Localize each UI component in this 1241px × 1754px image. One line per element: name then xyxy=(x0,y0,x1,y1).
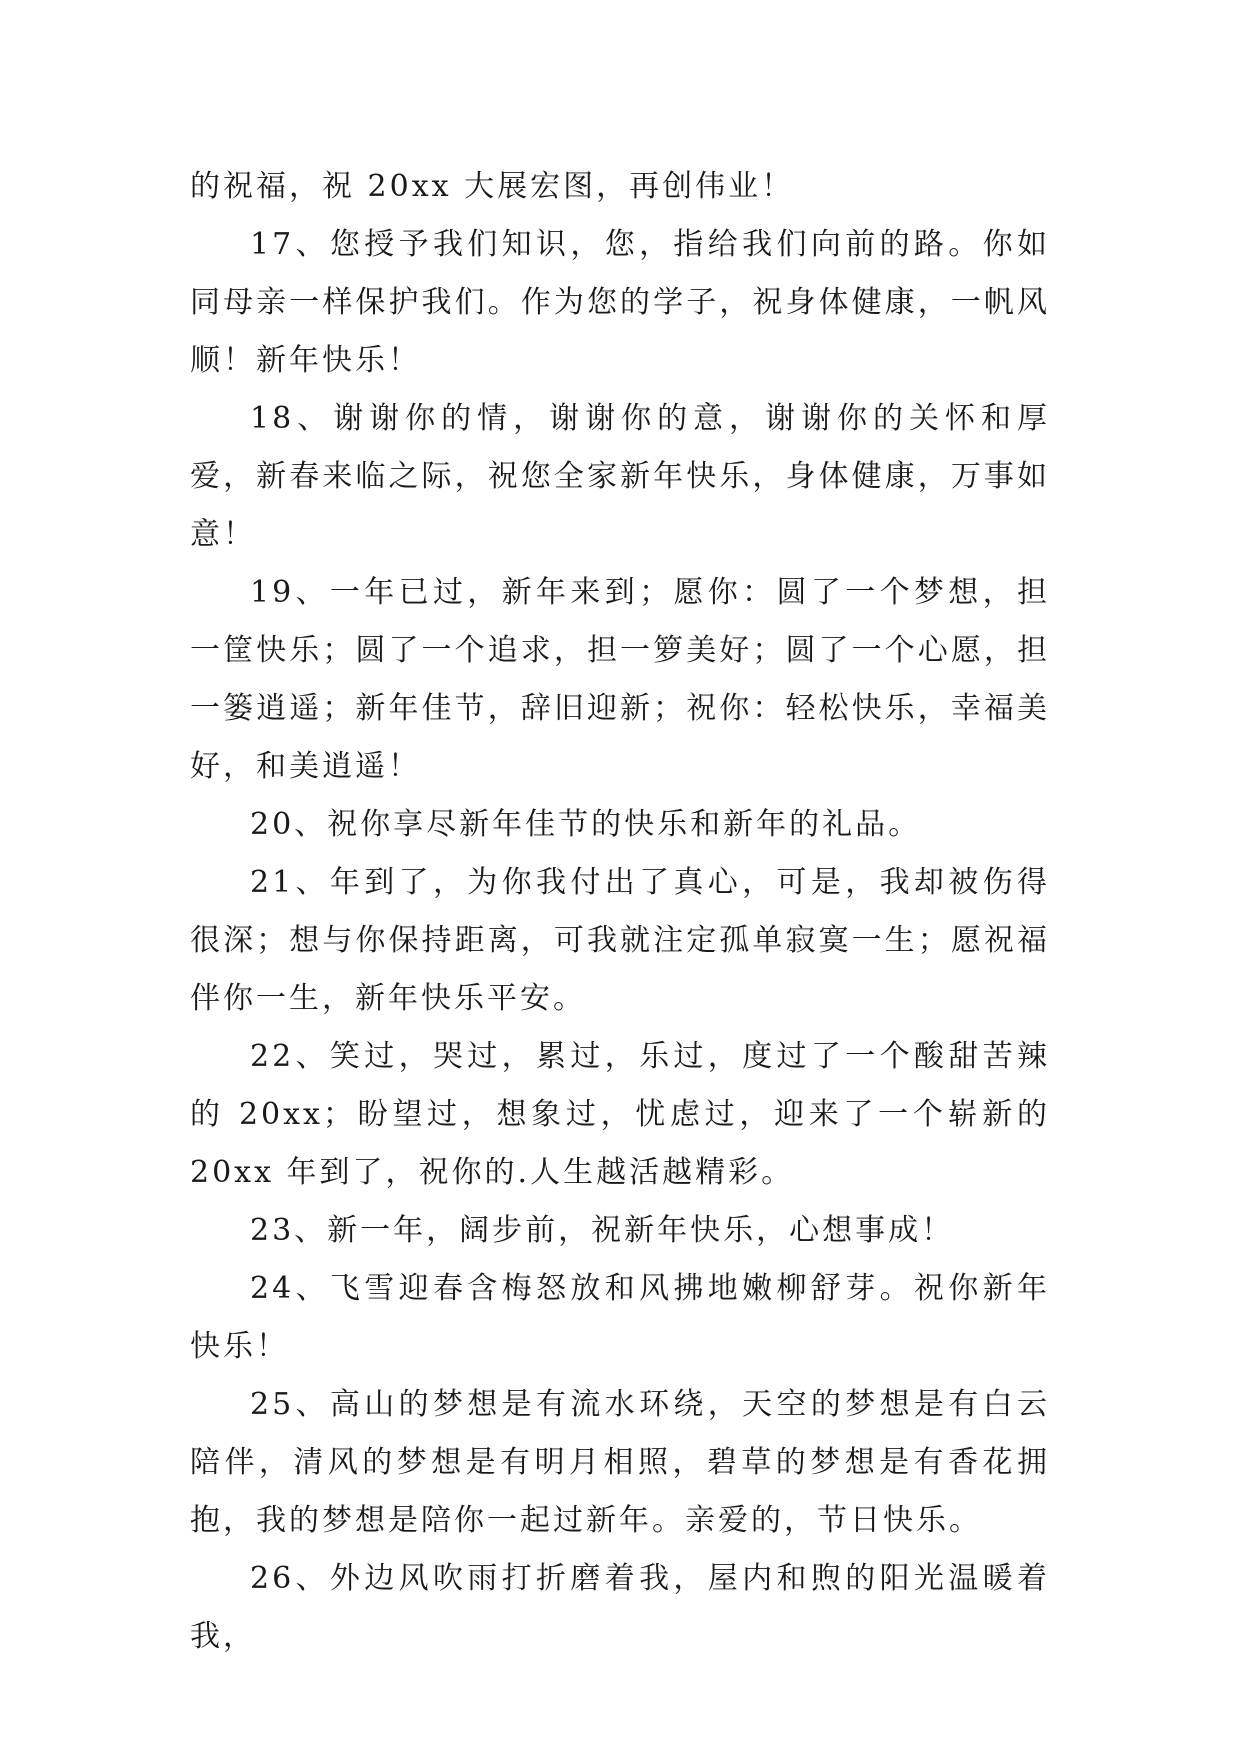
paragraph-23: 23、新一年，阔步前，祝新年快乐，心想事成！ xyxy=(250,1213,955,1248)
paragraph-18: 18、谢谢你的情，谢谢你的意，谢谢你的关怀和厚爱，新春来临之际，祝您全家新年快乐，身体健康，万事如意！ xyxy=(190,401,1050,552)
paragraph-20: 20、祝你享尽新年佳节的快乐和新年的礼品。 xyxy=(250,807,922,842)
paragraph-24: 24、飞雪迎春含梅怒放和风拂地嫩柳舒芽。祝你新年快乐！ xyxy=(190,1271,1050,1364)
paragraph-17: 17、您授予我们知识，您，指给我们向前的路。你如同母亲一样保护我们。作为您的学子，祝身体健康，一帆风顺！新年快乐！ xyxy=(190,227,1050,378)
paragraph-22: 22、笑过，哭过，累过，乐过，度过了一个酸甜苦辣的 20xx；盼望过，想象过，忧虑过，迎来了一个崭新的 20xx 年到了，祝你的.人生越活越精彩。 xyxy=(190,1039,1050,1190)
paragraph-26: 26、外边风吹雨打折磨着我，屋内和煦的阳光温暖着我， xyxy=(190,1561,1050,1654)
paragraph-25: 25、高山的梦想是有流水环绕，天空的梦想是有白云陪伴，清风的梦想是有明月相照，碧草的梦想是有香花拥抱，我的梦想是陪你一起过新年。亲爱的，节日快乐。 xyxy=(190,1387,1050,1538)
paragraph-19: 19、一年已过，新年来到；愿你：圆了一个梦想，担一筐快乐；圆了一个追求，担一箩美好；圆了一个心愿，担一篓逍遥；新年佳节，辞旧迎新；祝你：轻松快乐，幸福美好，和美逍遥！ xyxy=(190,575,1050,784)
paragraph-21: 21、年到了，为你我付出了真心，可是，我却被伤得很深；想与你保持距离，可我就注定孤单寂寞一生；愿祝福伴你一生，新年快乐平安。 xyxy=(190,865,1050,1016)
document-body xyxy=(190,158,1050,1666)
paragraph-continuation: 的祝福，祝 20xx 大展宏图，再创伟业！ xyxy=(190,169,795,204)
